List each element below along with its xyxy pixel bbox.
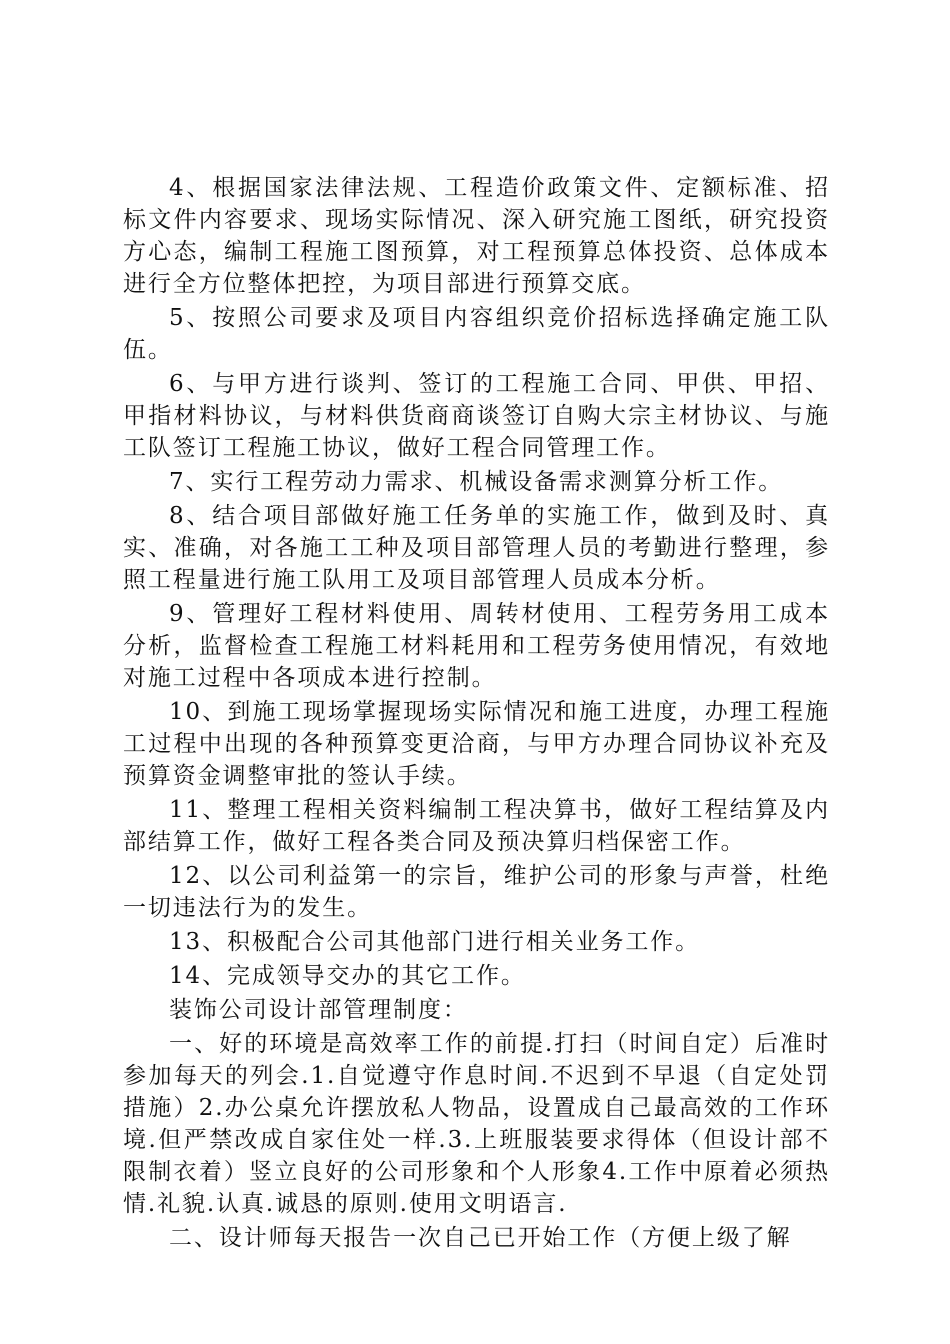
paragraph-item-12: 12、以公司利益第一的宗旨，维护公司的形象与声誉，杜绝一切违法行为的发生。	[123, 863, 830, 921]
document-body	[123, 172, 830, 1256]
paragraph-item-14: 14、完成领导交办的其它工作。	[169, 963, 526, 989]
paragraph-item-13: 13、积极配合公司其他部门进行相关业务工作。	[169, 929, 701, 955]
paragraph-item-6: 6、与甲方进行谈判、签订的工程施工合同、甲供、甲招、甲指材料协议，与材料供货商商谈签订自购大宗主材协议、与施工队签订工程施工协议，做好工程合同管理工作。	[123, 371, 830, 461]
paragraph-item-5: 5、按照公司要求及项目内容组织竞价招标选择确定施工队伍。	[123, 305, 830, 363]
paragraph-item-8: 8、结合项目部做好施工任务单的实施工作，做到及时、真实、准确，对各施工工种及项目部管理人员的考勤进行整理，参照工程量进行施工队用工及项目部管理人员成本分析。	[123, 503, 830, 593]
rule-paragraph-2: 二、设计师每天报告一次自己已开始工作（方便上级了解	[169, 1225, 792, 1251]
paragraph-item-7: 7、实行工程劳动力需求、机械设备需求测算分析工作。	[169, 469, 784, 495]
section-heading-design-rules: 装饰公司设计部管理制度：	[169, 997, 468, 1023]
paragraph-item-9: 9、管理好工程材料使用、周转材使用、工程劳务用工成本分析，监督检查工程施工材料耗用和工程劳务使用情况，有效地对施工过程中各项成本进行控制。	[123, 601, 830, 691]
paragraph-item-4: 4、根据国家法律法规、工程造价政策文件、定额标准、招标文件内容要求、现场实际情况、深入研究施工图纸，研究投资方心态，编制工程施工图预算，对工程预算总体投资、总体成本进行全方位整体把控，为项目部进行预算交底。	[123, 175, 830, 297]
rule-paragraph-1: 一、好的环境是高效率工作的前提.打扫（时间自定）后准时参加每天的列会.1.自觉遵守作息时间.不迟到不早退（自定处罚措施）2.办公桌允许摆放私人物品，设置成自己最高效的工作环境.但严禁改成自家住处一样.3.上班服装要求得体（但设计部不限制衣着）竖立良好的公司形象和个人形象4.工作中原着必须热情.礼貌.认真.诚恳的原则.使用文明语言.	[123, 1031, 830, 1217]
paragraph-item-11: 11、整理工程相关资料编制工程决算书，做好工程结算及内部结算工作，做好工程各类合同及预决算归档保密工作。	[123, 797, 830, 855]
paragraph-item-10: 10、到施工现场掌握现场实际情况和施工进度，办理工程施工过程中出现的各种预算变更洽商，与甲方办理合同协议补充及预算资金调整审批的签认手续。	[123, 699, 830, 789]
